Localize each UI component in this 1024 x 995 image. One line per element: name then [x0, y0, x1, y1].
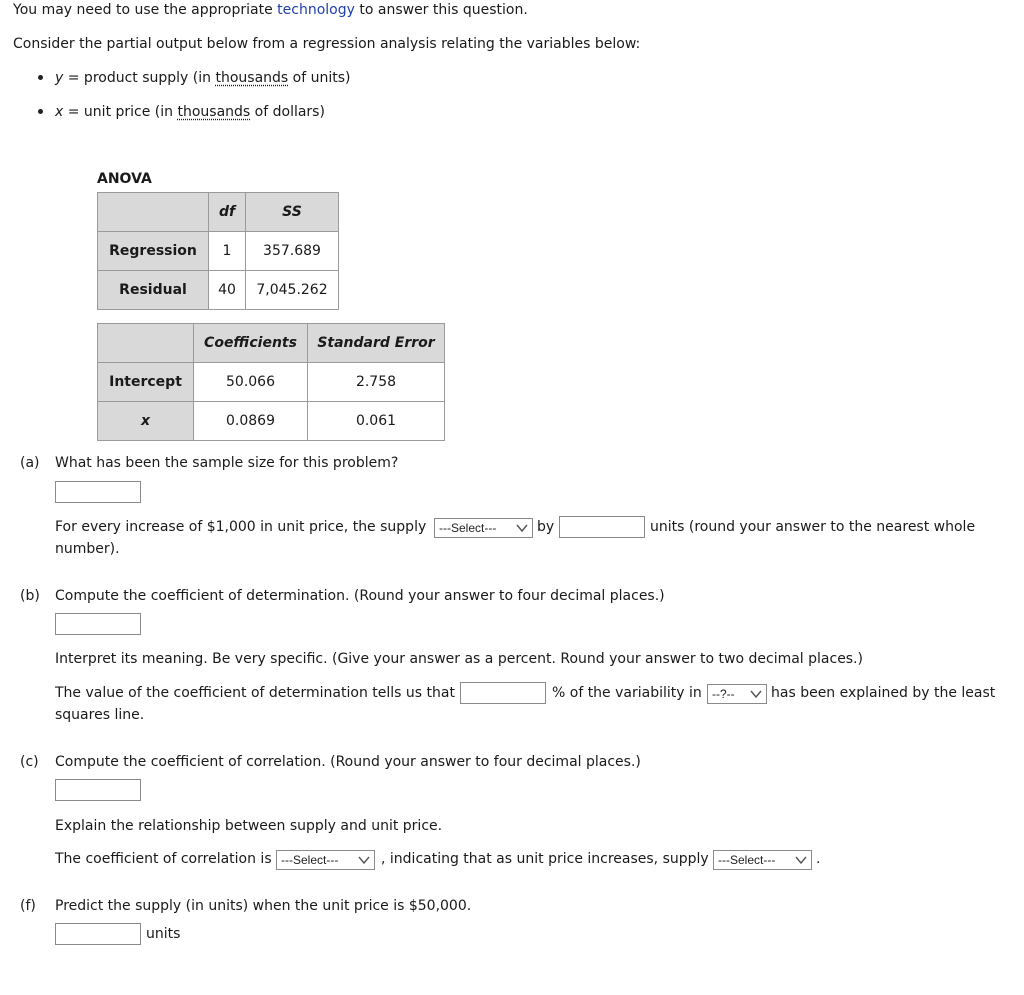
bullet-dot: [38, 75, 43, 80]
coef-header-coefficients: Coefficients: [194, 324, 308, 363]
se-value: 2.758: [308, 363, 445, 402]
part-c-sentence-end: .: [816, 851, 821, 867]
sample-size-input[interactable]: [55, 481, 141, 503]
part-a-sentence-end: number).: [55, 541, 120, 557]
intro-text: to answer this question.: [354, 2, 528, 18]
chevron-down-icon: [750, 688, 762, 700]
se-value: 0.061: [308, 402, 445, 441]
coef-row-label: Intercept: [98, 363, 194, 402]
part-a-label: (a): [20, 455, 40, 471]
select-value: ---Select---: [439, 521, 497, 535]
part-b-sentence-post: has been explained by the least: [771, 685, 996, 701]
bullet-text: of units): [288, 70, 351, 86]
coef-corner: [98, 324, 194, 363]
part-a-sentence-post: units (round your answer to the nearest whole: [650, 519, 976, 535]
select-value: ---Select---: [718, 853, 776, 867]
anova-header-df: df: [209, 193, 246, 232]
anova-row-label: Regression: [98, 232, 209, 271]
percent-input[interactable]: [460, 682, 546, 704]
units-label: units: [146, 926, 181, 942]
var-x: x: [55, 104, 64, 120]
predicted-supply-input[interactable]: [55, 923, 141, 945]
bullet-text: = unit price (in: [63, 104, 178, 120]
part-a-question: What has been the sample size for this problem?: [55, 455, 399, 471]
part-c-sentence: The coefficient of correlation is: [55, 851, 272, 867]
coef-row-label: x: [98, 402, 194, 441]
select-value: --?--: [712, 687, 735, 701]
coefficients-table: [97, 323, 445, 441]
part-b-sentence: The value of the coefficient of determination tells us that: [55, 685, 455, 701]
coef-value: 50.066: [194, 363, 308, 402]
intro-line1: [13, 2, 528, 18]
part-a-sentence: For every increase of $1,000 in unit price, the supply: [55, 519, 427, 535]
part-c-label: (c): [20, 754, 39, 770]
coef-value: 0.0869: [194, 402, 308, 441]
technology-link[interactable]: technology: [277, 2, 355, 18]
coef-header-se: Standard Error: [308, 324, 445, 363]
by-text: by: [537, 519, 555, 535]
part-b-sentence-end: squares line.: [55, 707, 145, 723]
intro-line2: Consider the partial output below from a regression analysis relating the variables below:: [13, 36, 641, 52]
anova-header-ss: SS: [246, 193, 339, 232]
coef-correlation-input[interactable]: [55, 779, 141, 801]
thousands-link[interactable]: thousands: [177, 104, 251, 120]
coef-determination-input[interactable]: [55, 613, 141, 635]
chevron-down-icon: [358, 854, 370, 866]
supply-trend-select[interactable]: [713, 850, 812, 870]
part-c-question: Compute the coefficient of correlation. (Round your answer to four decimal places.): [55, 754, 641, 770]
bullet-text: of dollars): [250, 104, 325, 120]
anova-row-label: Residual: [98, 271, 209, 310]
var-y: y: [55, 70, 64, 86]
anova-corner: [98, 193, 209, 232]
part-b-label: (b): [20, 588, 40, 604]
anova-title: ANOVA: [97, 171, 152, 187]
part-f-label: (f): [20, 898, 36, 914]
anova-ss: 7,045.262: [246, 271, 339, 310]
correlation-sign-select[interactable]: [276, 850, 375, 870]
anova-df: 1: [209, 232, 246, 271]
bullet-text: = product supply (in: [63, 70, 216, 86]
anova-table: [97, 192, 339, 310]
part-c-sentence-mid: , indicating that as unit price increases, supply: [381, 851, 709, 867]
bullet-y: [38, 70, 350, 86]
intro-text: You may need to use the appropriate: [13, 2, 278, 18]
bullet-x: [38, 104, 325, 120]
anova-df: 40: [209, 271, 246, 310]
anova-ss: 357.689: [246, 232, 339, 271]
variable-select[interactable]: [707, 684, 767, 704]
thousands-link[interactable]: thousands: [215, 70, 289, 86]
part-b-question: Compute the coefficient of determination. (Round your answer to four decimal places.): [55, 588, 665, 604]
part-b-sentence-mid: % of the variability in: [552, 685, 702, 701]
select-value: ---Select---: [281, 853, 339, 867]
chevron-down-icon: [795, 854, 807, 866]
chevron-down-icon: [516, 522, 528, 534]
part-c-explain: Explain the relationship between supply and unit price.: [55, 818, 443, 834]
part-f-question: Predict the supply (in units) when the unit price is $50,000.: [55, 898, 472, 914]
supply-direction-select[interactable]: [434, 518, 533, 538]
bullet-dot: [38, 109, 43, 114]
part-b-interpret: Interpret its meaning. Be very specific. (Give your answer as a percent. Round your answer to two decimal places.): [55, 651, 864, 667]
supply-change-input[interactable]: [559, 516, 645, 538]
